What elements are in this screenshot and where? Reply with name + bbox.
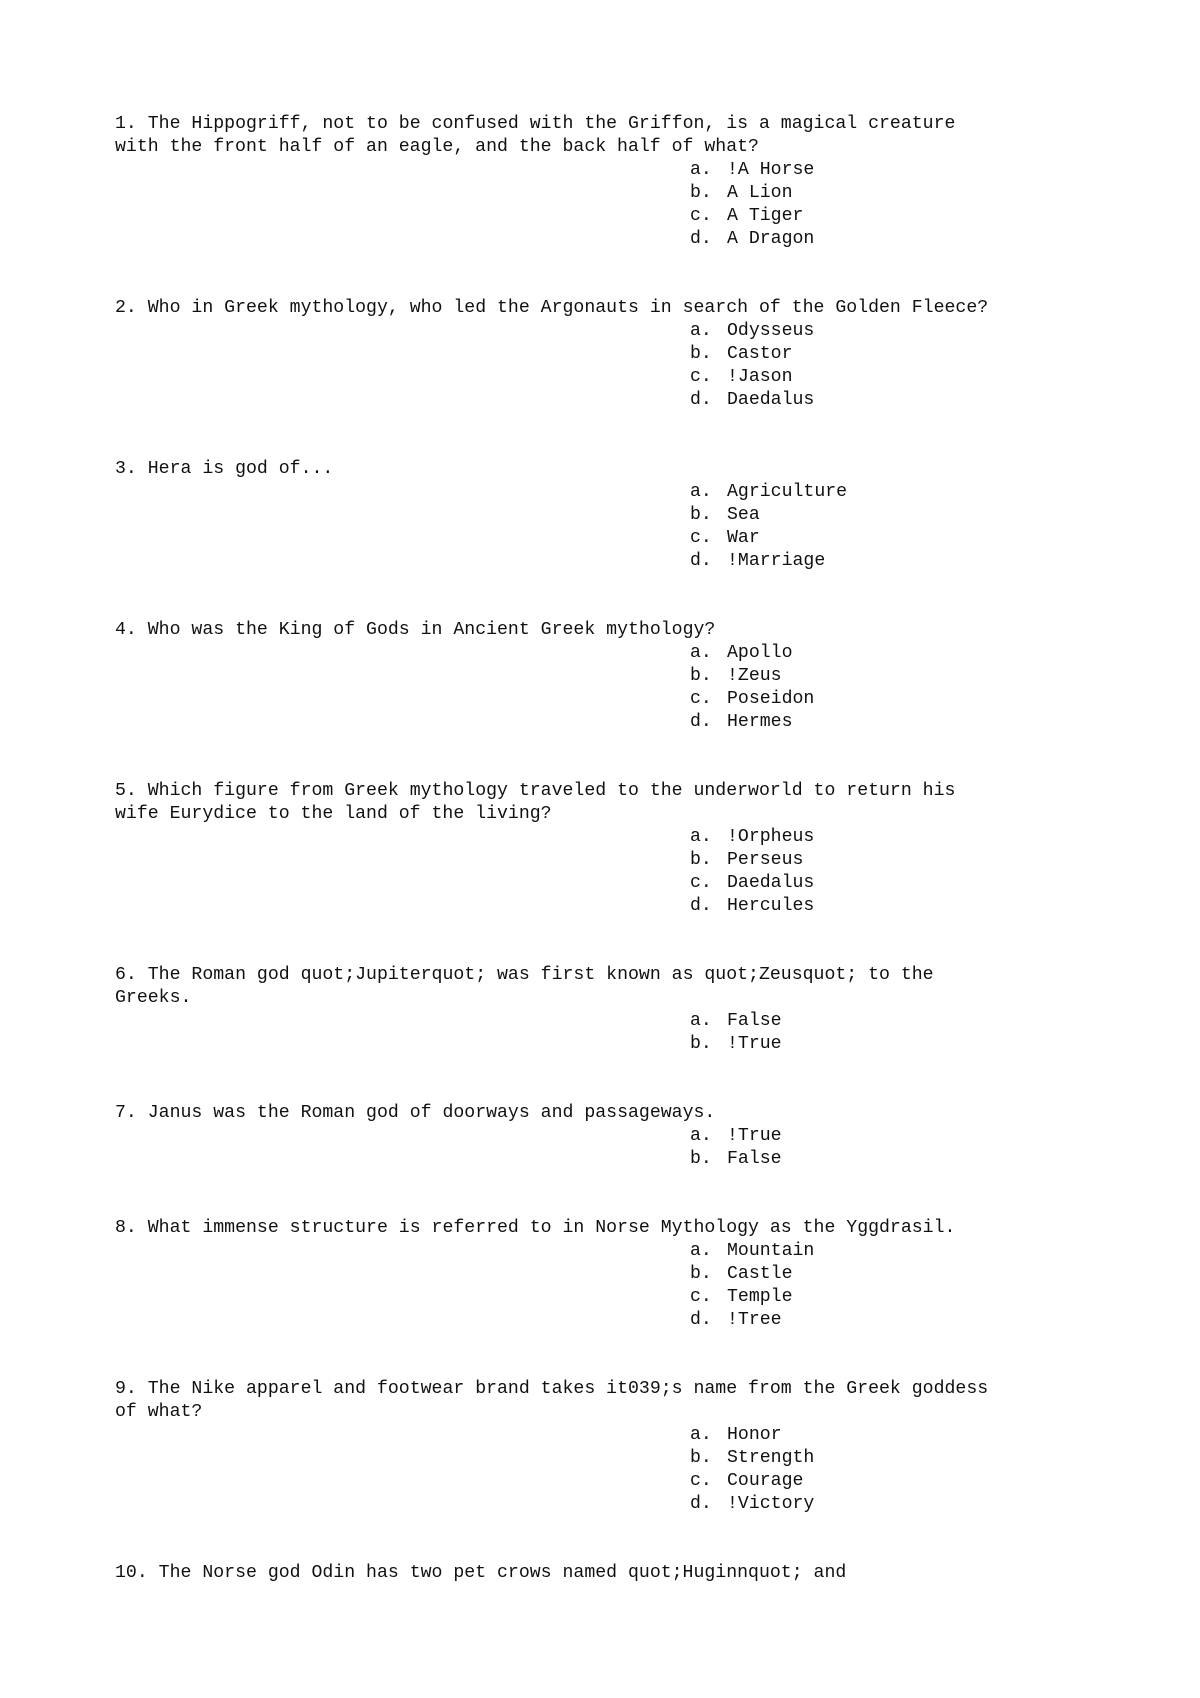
option-letter: a.	[690, 827, 712, 847]
question-text	[115, 964, 1135, 1010]
question-spacer	[115, 1056, 1135, 1102]
question-text	[115, 297, 1135, 320]
option-letter: a.	[690, 482, 712, 502]
option-letter: b.	[690, 850, 712, 870]
option-letter: a.	[690, 321, 712, 341]
answer-option	[690, 228, 1135, 251]
answer-option	[690, 550, 1135, 573]
question-number: 5.	[115, 781, 137, 801]
question-spacer	[115, 918, 1135, 964]
answer-options	[115, 826, 1135, 918]
question-2	[115, 297, 1135, 412]
option-letter: d.	[690, 712, 712, 732]
option-letter: a.	[690, 160, 712, 180]
option-letter: b.	[690, 666, 712, 686]
answer-option	[690, 1286, 1135, 1309]
answer-option	[690, 1309, 1135, 1332]
answer-options	[115, 481, 1135, 573]
answer-option	[690, 872, 1135, 895]
answer-options	[115, 1125, 1135, 1171]
answer-option	[690, 1148, 1135, 1171]
option-text: Perseus	[727, 850, 804, 870]
option-letter: a.	[690, 1126, 712, 1146]
answer-option	[690, 1125, 1135, 1148]
option-letter: b.	[690, 1149, 712, 1169]
question-spacer	[115, 573, 1135, 619]
option-text: Apollo	[727, 643, 793, 663]
answer-option	[690, 389, 1135, 412]
question-body: Who in Greek mythology, who led the Argonauts in search of the Golden Fleece?	[147, 298, 989, 318]
answer-option	[690, 1470, 1135, 1493]
question-number: 3.	[115, 459, 137, 479]
option-text: !Zeus	[727, 666, 782, 686]
option-letter: c.	[690, 1287, 712, 1307]
question-5	[115, 780, 1135, 918]
quiz-questions	[115, 113, 1135, 1585]
question-body: The Roman god quot;Jupiterquot; was first known as quot;Zeusquot; to the Greeks.	[115, 965, 934, 1008]
question-body: What immense structure is referred to in Norse Mythology as the Yggdrasil.	[147, 1218, 956, 1238]
option-letter: d.	[690, 1310, 712, 1330]
question-text	[115, 1378, 1135, 1424]
question-3	[115, 458, 1135, 573]
question-number: 6.	[115, 965, 137, 985]
answer-option	[690, 642, 1135, 665]
option-letter: a.	[690, 643, 712, 663]
question-spacer	[115, 1171, 1135, 1217]
question-text	[115, 1562, 1135, 1585]
question-spacer	[115, 1516, 1135, 1562]
option-text: Honor	[727, 1425, 782, 1445]
question-9	[115, 1378, 1135, 1516]
question-8	[115, 1217, 1135, 1332]
answer-option	[690, 1447, 1135, 1470]
question-body: The Nike apparel and footwear brand takes it039;s name from the Greek goddess of what?	[115, 1379, 989, 1422]
option-letter: c.	[690, 367, 712, 387]
option-letter: c.	[690, 689, 712, 709]
question-number: 4.	[115, 620, 137, 640]
answer-option	[690, 527, 1135, 550]
option-text: !Victory	[727, 1494, 815, 1514]
option-letter: a.	[690, 1241, 712, 1261]
answer-option	[690, 711, 1135, 734]
answer-option	[690, 159, 1135, 182]
answer-option	[690, 1493, 1135, 1516]
option-text: Castle	[727, 1264, 793, 1284]
answer-option	[690, 205, 1135, 228]
option-text: A Lion	[727, 183, 793, 203]
option-text: War	[727, 528, 760, 548]
question-body: Janus was the Roman god of doorways and passageways.	[147, 1103, 716, 1123]
question-10	[115, 1562, 1135, 1585]
question-body: The Norse god Odin has two pet crows named quot;Huginnquot; and	[158, 1563, 847, 1583]
question-body: Which figure from Greek mythology traveled to the underworld to return his wife Eurydice to the land of the living?	[115, 781, 956, 824]
option-text: Agriculture	[727, 482, 848, 502]
question-text	[115, 1102, 1135, 1125]
answer-options	[115, 1240, 1135, 1332]
answer-option	[690, 1263, 1135, 1286]
option-text: !True	[727, 1034, 782, 1054]
option-text: !Marriage	[727, 551, 826, 571]
answer-option	[690, 826, 1135, 849]
option-text: False	[727, 1149, 782, 1169]
question-1	[115, 113, 1135, 251]
question-7	[115, 1102, 1135, 1171]
option-text: Strength	[727, 1448, 815, 1468]
option-text: False	[727, 1011, 782, 1031]
option-letter: b.	[690, 505, 712, 525]
question-text	[115, 619, 1135, 642]
answer-option	[690, 665, 1135, 688]
option-text: Poseidon	[727, 689, 815, 709]
option-text: !True	[727, 1126, 782, 1146]
option-letter: d.	[690, 896, 712, 916]
option-text: Hercules	[727, 896, 815, 916]
question-body: The Hippogriff, not to be confused with the Griffon, is a magical creature with the front half of an eagle, and the back half of what?	[115, 114, 956, 157]
option-letter: a.	[690, 1011, 712, 1031]
question-number: 8.	[115, 1218, 137, 1238]
answer-options	[115, 1010, 1135, 1056]
answer-options	[115, 1424, 1135, 1516]
answer-options	[115, 320, 1135, 412]
option-text: Daedalus	[727, 390, 815, 410]
answer-option	[690, 366, 1135, 389]
option-letter: d.	[690, 1494, 712, 1514]
option-text: Castor	[727, 344, 793, 364]
option-letter: c.	[690, 873, 712, 893]
option-letter: c.	[690, 206, 712, 226]
question-text	[115, 1217, 1135, 1240]
option-letter: d.	[690, 390, 712, 410]
question-number: 9.	[115, 1379, 137, 1399]
option-text: !A Horse	[727, 160, 815, 180]
question-text	[115, 113, 1135, 159]
answer-options	[115, 642, 1135, 734]
question-body: Hera is god of...	[147, 459, 334, 479]
question-spacer	[115, 734, 1135, 780]
answer-option	[690, 849, 1135, 872]
option-letter: a.	[690, 1425, 712, 1445]
answer-option	[690, 895, 1135, 918]
answer-option	[690, 688, 1135, 711]
question-text	[115, 780, 1135, 826]
option-letter: c.	[690, 528, 712, 548]
question-number: 1.	[115, 114, 137, 134]
option-letter: d.	[690, 551, 712, 571]
answer-option	[690, 1424, 1135, 1447]
answer-option	[690, 343, 1135, 366]
option-text: A Tiger	[727, 206, 804, 226]
answer-options	[115, 159, 1135, 251]
question-number: 2.	[115, 298, 137, 318]
answer-option	[690, 182, 1135, 205]
answer-option	[690, 504, 1135, 527]
question-spacer	[115, 251, 1135, 297]
option-letter: b.	[690, 1264, 712, 1284]
option-letter: b.	[690, 183, 712, 203]
option-text: Sea	[727, 505, 760, 525]
option-text: Hermes	[727, 712, 793, 732]
option-letter: b.	[690, 344, 712, 364]
option-text: Courage	[727, 1471, 804, 1491]
answer-option	[690, 481, 1135, 504]
question-body: Who was the King of Gods in Ancient Greek mythology?	[147, 620, 716, 640]
question-number: 10.	[115, 1563, 148, 1583]
question-4	[115, 619, 1135, 734]
option-letter: d.	[690, 229, 712, 249]
question-spacer	[115, 1332, 1135, 1378]
answer-option	[690, 320, 1135, 343]
option-text: Temple	[727, 1287, 793, 1307]
question-spacer	[115, 412, 1135, 458]
question-number: 7.	[115, 1103, 137, 1123]
answer-option	[690, 1033, 1135, 1056]
option-text: Mountain	[727, 1241, 815, 1261]
option-text: Odysseus	[727, 321, 815, 341]
option-letter: b.	[690, 1448, 712, 1468]
option-text: !Tree	[727, 1310, 782, 1330]
option-text: !Orpheus	[727, 827, 815, 847]
option-text: Daedalus	[727, 873, 815, 893]
answer-option	[690, 1010, 1135, 1033]
option-letter: b.	[690, 1034, 712, 1054]
option-text: A Dragon	[727, 229, 815, 249]
answer-option	[690, 1240, 1135, 1263]
question-6	[115, 964, 1135, 1056]
question-text	[115, 458, 1135, 481]
option-text: !Jason	[727, 367, 793, 387]
option-letter: c.	[690, 1471, 712, 1491]
